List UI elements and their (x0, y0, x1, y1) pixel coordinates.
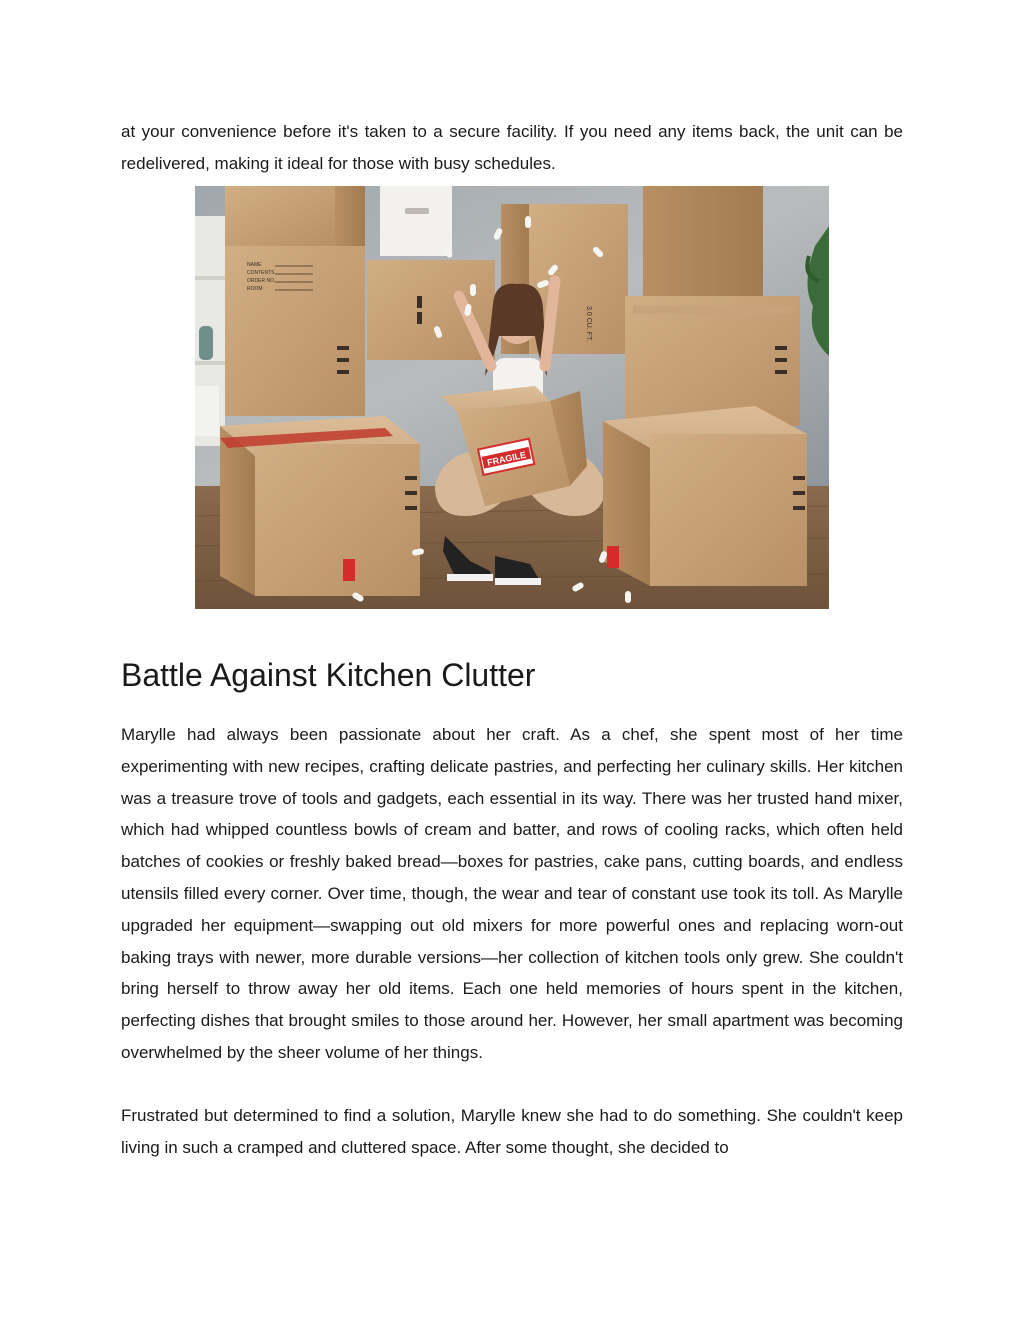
box-label-room: ROOM (247, 286, 263, 292)
box-label-name: NAME (247, 262, 262, 268)
body-paragraph: Marylle had always been passionate about her craft. As a chef, she spent most of her time experimenting with new recipes, crafting delicate pastries, and perfecting her culinary skills. Her kitchen was a treasure trove of tools and gadgets, each essential in its way. There was her trusted hand mixer, which had whipped countless bowls of cream and batter, and rows of cooling racks, which often held batches of cookies or freshly baked bread—boxes for pastries, cake pans, cutting boards, and endless utensils filled every corner. Over time, though, the wear and tear of constant use took its toll. As Marylle upgraded her equipment—swapping out old mixers for more powerful ones and replacing worn-out baking trays with newer, more durable versions—her collection of kitchen tools only grew. She couldn't bring herself to throw away her old items. Each one held memories of hours spent in the kitchen, perfecting dishes that brought smiles to those around her. However, her small apartment was becoming overwhelmed by the sheer volume of her things. (121, 725, 903, 1062)
intro-paragraph: at your convenience before it's taken to a secure facility. If you need any items back, the unit can be redelivered, making it ideal for those with busy schedules. (121, 122, 903, 173)
fragile-label: FRAGILE (486, 449, 527, 468)
section-heading: Battle Against Kitchen Clutter (121, 657, 536, 693)
moving-boxes-photo (195, 186, 829, 609)
box-size-mark: 3.0 CU. FT. (585, 306, 592, 342)
box-label-order-no: ORDER NO. (247, 278, 276, 284)
box-label-contents: CONTENTS (247, 270, 275, 276)
body-paragraph: Frustrated but determined to find a solution, Marylle knew she had to do something. She couldn't keep living in such a cramped and cluttered space. After some thought, she decided to (121, 1106, 903, 1157)
photo-illustration (195, 186, 829, 609)
